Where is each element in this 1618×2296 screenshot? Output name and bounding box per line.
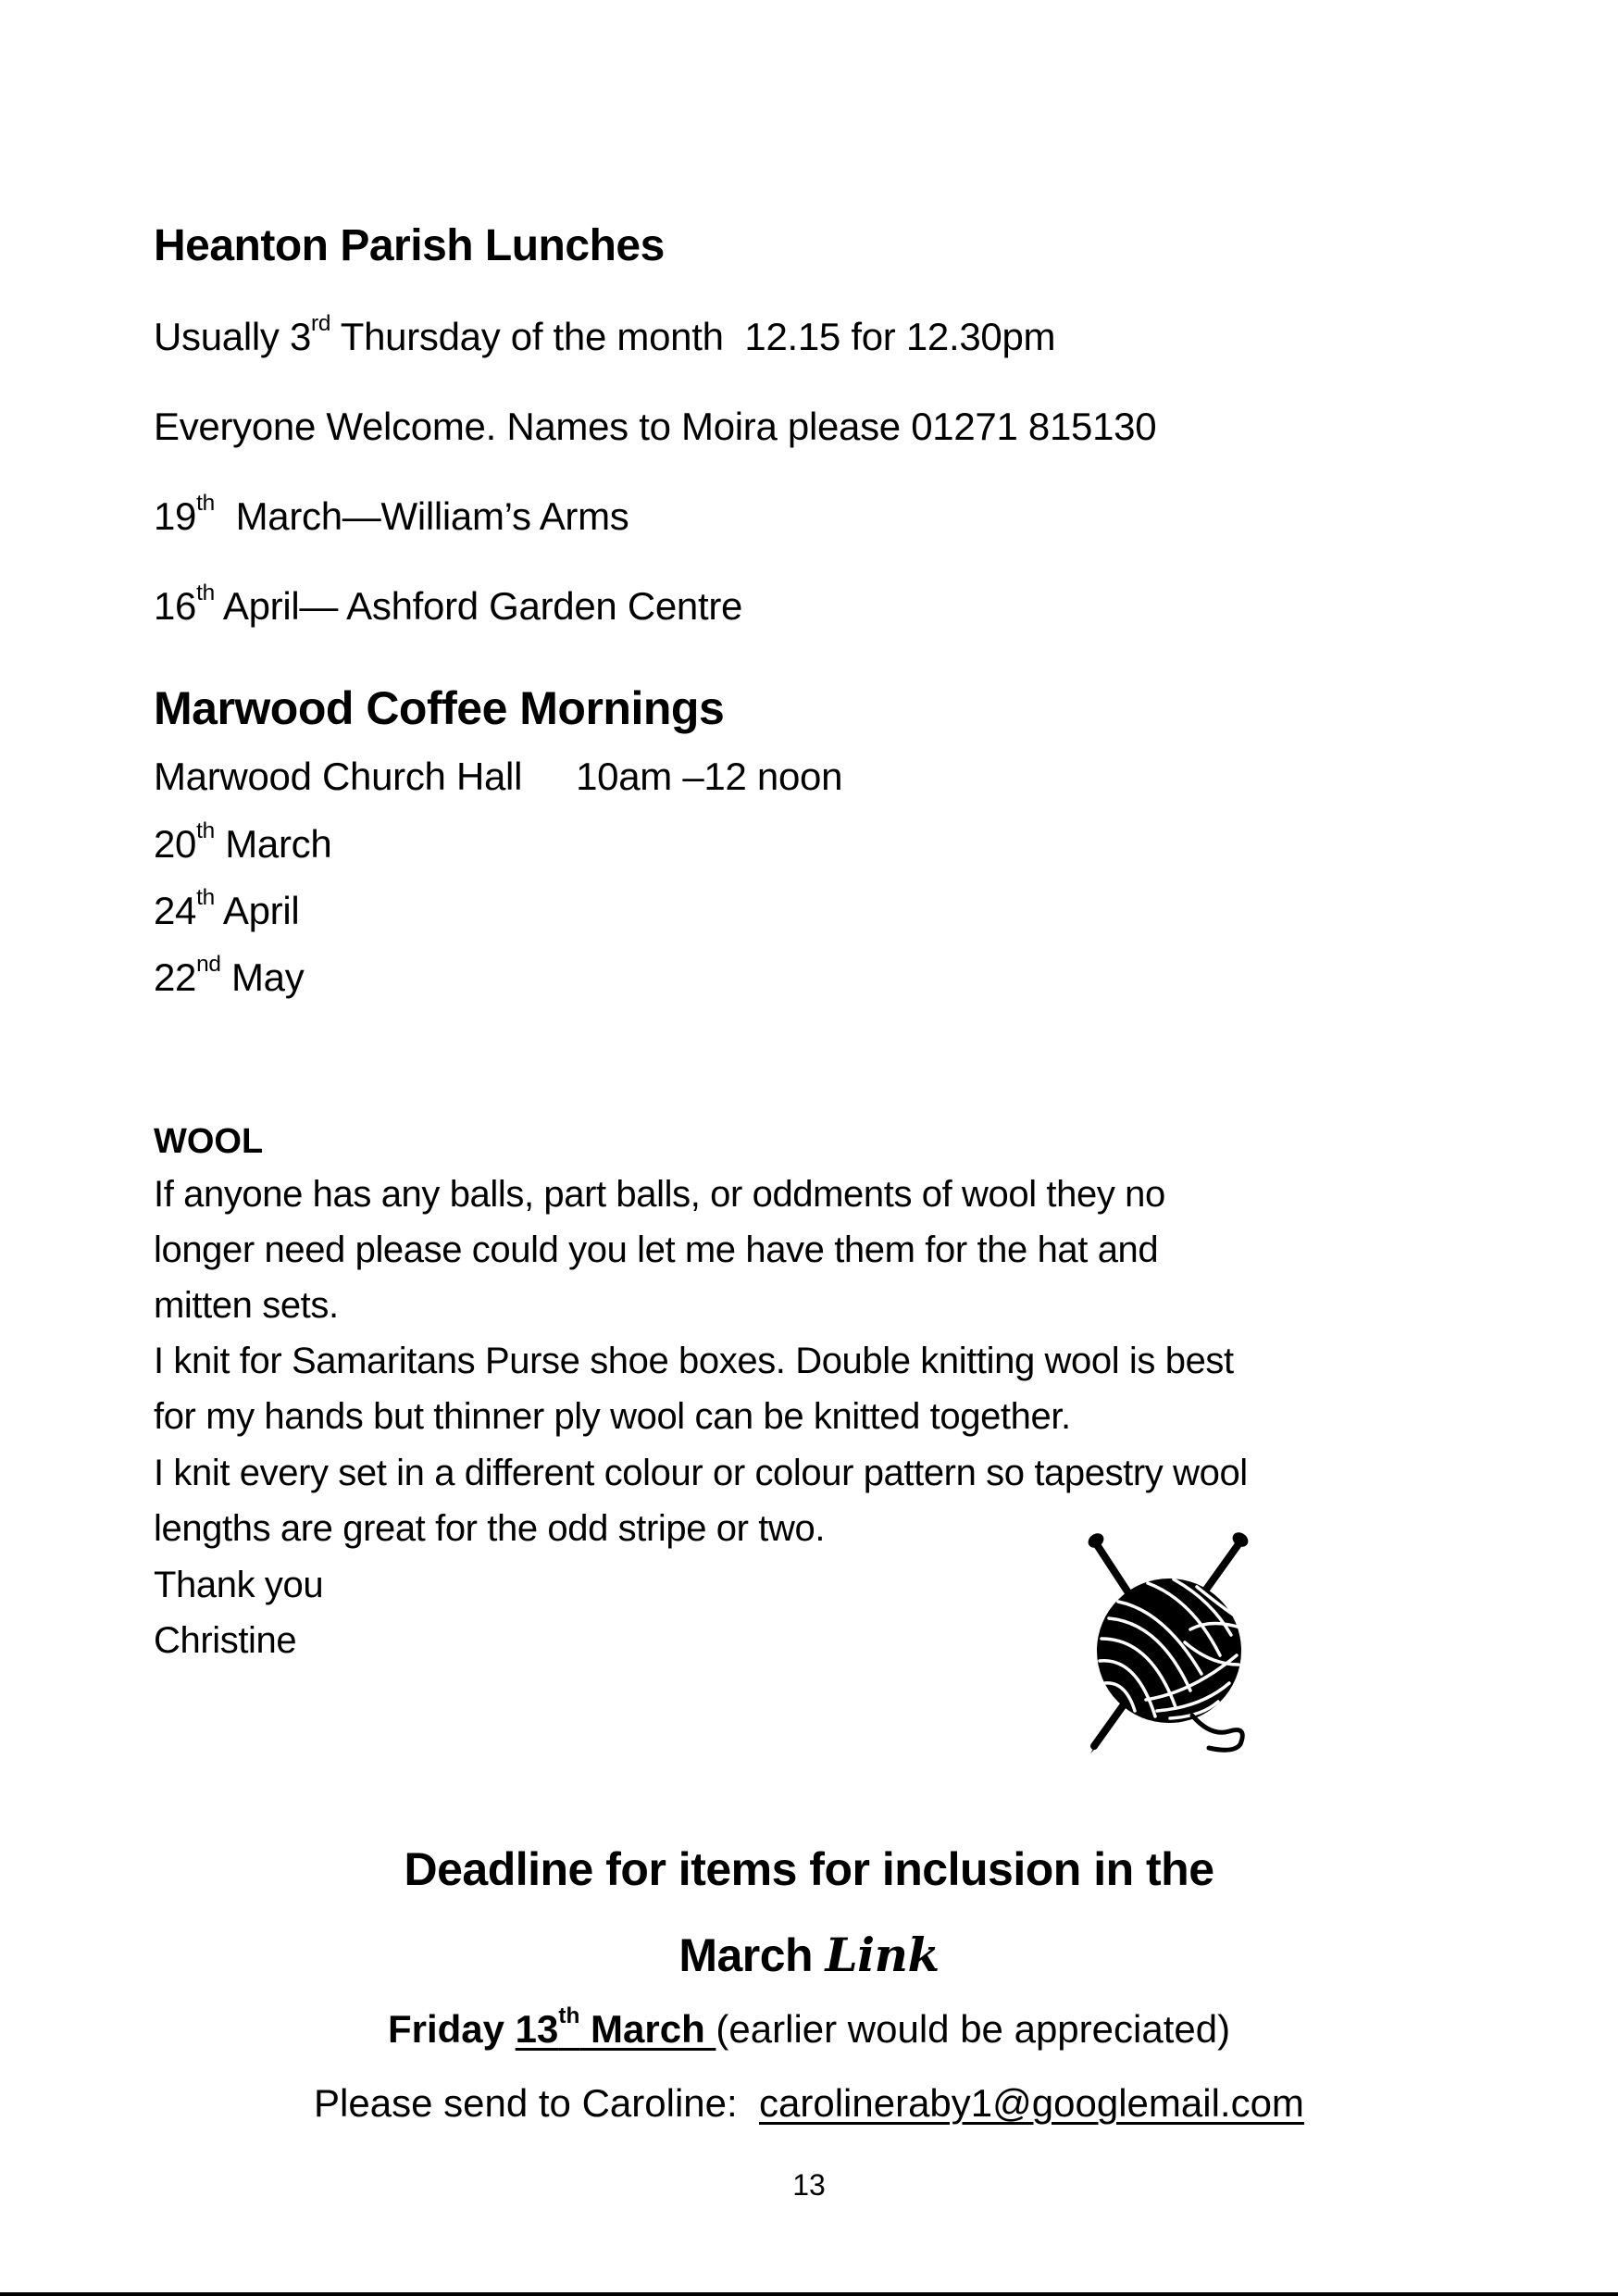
page-bottom-rule [0, 2292, 1618, 2296]
deadline-date [515, 2003, 716, 2051]
date-month: May [220, 955, 305, 999]
deadline-ordinal: th [558, 2003, 580, 2029]
wool-line: for my hands but thinner ply wool can be knitted together. [154, 1396, 1071, 1437]
coffee-venue-line [154, 755, 842, 799]
coffee-date [154, 818, 332, 867]
coffee-venue: Marwood Church Hall [154, 755, 523, 798]
yarn-ball-icon [1097, 1578, 1242, 1750]
coffee-date [154, 952, 305, 1000]
wool-thanks: Thank you [154, 1565, 324, 1605]
event-day: 16 [154, 584, 197, 628]
link-logo-text: Link [825, 1928, 940, 1982]
date-month: March [214, 822, 332, 866]
lunches-welcome: Everyone Welcome. Names to Moira please 01271 815130 [154, 405, 1157, 448]
event-ordinal: th [196, 580, 215, 606]
date-day: 24 [154, 889, 197, 932]
deadline-heading: Deadline for items for inclusion in the [404, 1843, 1214, 1895]
deadline-month-name: March [579, 2007, 716, 2051]
page-number: 13 [792, 2168, 826, 2202]
schedule-ordinal: rd [311, 311, 331, 337]
date-day: 20 [154, 822, 197, 866]
deadline-weekday: Friday [387, 2007, 516, 2051]
coffee-time: 10am –12 noon [576, 755, 843, 798]
event-ordinal: th [196, 491, 215, 517]
wool-heading: WOOL [154, 1122, 264, 1161]
date-ordinal: th [196, 885, 215, 911]
schedule-prefix: Usually 3 [154, 315, 312, 358]
lunches-event [154, 491, 629, 539]
coffee-heading: Marwood Coffee Mornings [154, 682, 725, 734]
wool-signature: Christine [154, 1620, 297, 1661]
yarn-ball-knitting-needles-icon [1081, 1526, 1257, 1757]
wool-line: I knit for Samaritans Purse shoe boxes. Double knitting wool is best [154, 1341, 1234, 1381]
date-month: April [214, 889, 300, 932]
event-text: March—William’s Arms [214, 494, 629, 538]
event-day: 19 [154, 494, 197, 538]
schedule-suffix: Thursday of the month 12.15 for 12.30pm [330, 315, 1056, 358]
coffee-date [154, 885, 300, 933]
deadline-note: (earlier would be appreciated) [716, 2007, 1231, 2051]
deadline-month: March [678, 1929, 814, 1981]
send-to-line [0, 2081, 1618, 2126]
email-link[interactable]: carolineraby1@googlemail.com [759, 2081, 1304, 2125]
lunches-schedule [154, 311, 1056, 359]
date-ordinal: nd [196, 952, 221, 978]
deadline-day: 13 [515, 2007, 559, 2051]
date-ordinal: th [196, 818, 215, 844]
deadline-date-line [0, 2003, 1618, 2052]
wool-line: I knit every set in a different colour or colour pattern so tapestry wool [154, 1453, 1248, 1493]
deadline-publication [0, 1928, 1618, 1982]
wool-line: If anyone has any balls, part balls, or oddments of wool they no [154, 1174, 1165, 1215]
event-text: April— Ashford Garden Centre [214, 584, 743, 628]
lunches-event [154, 580, 743, 629]
wool-line: longer need please could you let me have them for the hat and [154, 1229, 1159, 1270]
send-to-label: Please send to Caroline: [314, 2081, 759, 2125]
lunches-heading: Heanton Parish Lunches [154, 221, 665, 270]
wool-line: lengths are great for the odd stripe or two. [154, 1508, 826, 1549]
date-day: 22 [154, 955, 197, 999]
wool-line: mitten sets. [154, 1285, 339, 1326]
